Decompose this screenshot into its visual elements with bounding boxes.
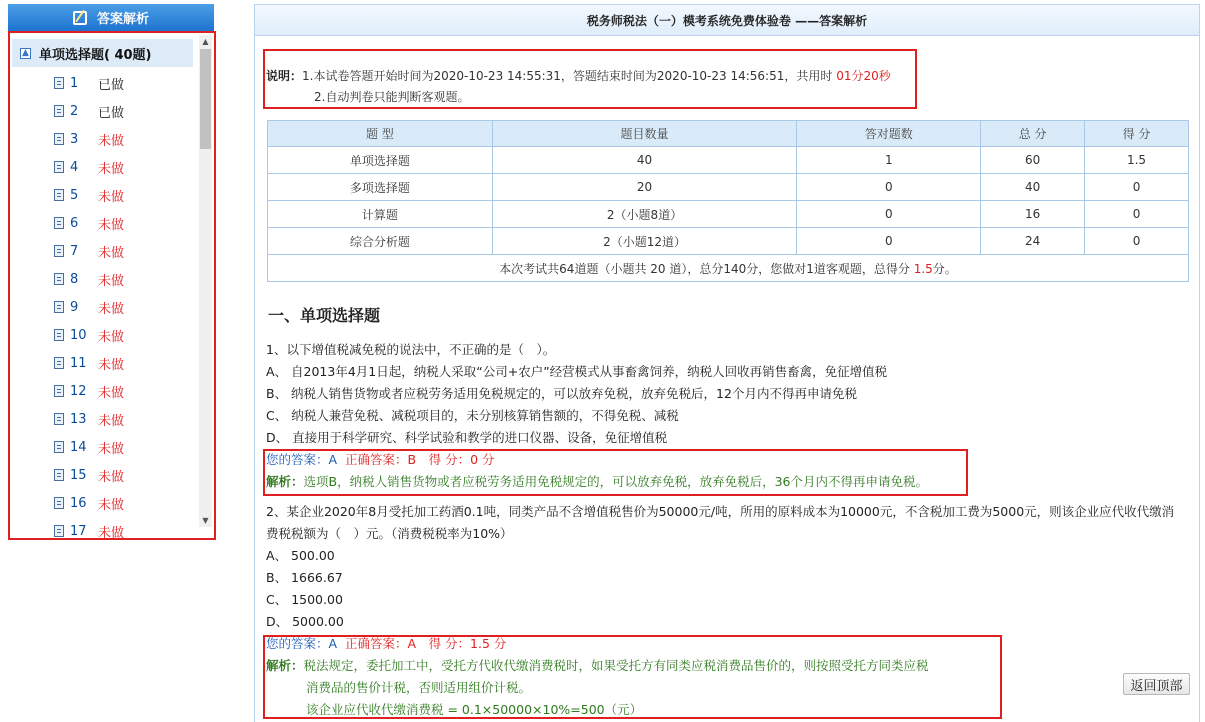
desc-line2: 2.自动判卷只能判断客观题。 xyxy=(314,90,470,104)
sidebar-item-4[interactable] xyxy=(54,157,124,177)
document-icon xyxy=(54,189,64,201)
option-c: C、 1500.00 xyxy=(266,592,343,607)
desc-line1: 1.本试卷答题开始时间为2020-10-23 14:55:31，答题结束时间为2020-10-23 14:56:51，共用时 xyxy=(302,69,837,83)
sidebar-item-9[interactable] xyxy=(54,297,124,317)
question-number: 7 xyxy=(70,243,79,259)
sidebar-group-single-choice[interactable] xyxy=(12,39,193,67)
table-cell: 0 xyxy=(797,228,981,255)
table-cell: 40 xyxy=(492,147,797,174)
question-number: 17 xyxy=(70,523,87,539)
question-status: 未做 xyxy=(98,357,125,373)
option-a: A、 500.00 xyxy=(266,548,335,563)
document-icon xyxy=(54,217,64,229)
document-icon xyxy=(54,161,64,173)
back-to-top-button[interactable]: 返回顶部 xyxy=(1123,673,1190,695)
question-number: 5 xyxy=(70,187,79,203)
question-number: 10 xyxy=(70,327,87,343)
table-row xyxy=(268,174,1189,201)
table-cell: 单项选择题 xyxy=(268,147,493,174)
document-icon xyxy=(54,441,64,453)
question-status: 未做 xyxy=(98,469,125,485)
col-correct: 答对题数 xyxy=(797,121,981,147)
answer-analysis-panel xyxy=(254,4,1200,722)
document-icon xyxy=(54,525,64,537)
table-cell: 1 xyxy=(797,147,981,174)
table-cell: 1.5 xyxy=(1085,147,1189,174)
document-icon xyxy=(54,357,64,369)
sidebar-item-15[interactable] xyxy=(54,465,124,485)
sidebar-item-13[interactable] xyxy=(54,409,124,429)
question-status: 未做 xyxy=(98,273,125,289)
sidebar-item-12[interactable] xyxy=(54,381,124,401)
question-number: 9 xyxy=(70,299,79,315)
scroll-up-icon[interactable]: ▲ xyxy=(202,37,209,46)
sidebar-item-2[interactable] xyxy=(54,101,124,121)
table-cell: 20 xyxy=(492,174,797,201)
document-icon xyxy=(54,301,64,313)
analysis-label: 解析： xyxy=(266,474,304,489)
question-number: 6 xyxy=(70,215,79,231)
question-stem: 1、以下增值税减免税的说法中，不正确的是（ ）。 xyxy=(266,342,556,357)
option-d: D、 直接用于科学研究、科学试验和教学的进口仪器、设备，免征增值税 xyxy=(266,430,668,445)
sidebar-item-8[interactable] xyxy=(54,269,124,289)
question-number: 14 xyxy=(70,439,87,455)
question-status: 未做 xyxy=(98,245,125,261)
question-number: 8 xyxy=(70,271,79,287)
question-number: 1 xyxy=(70,75,79,91)
question-status: 未做 xyxy=(98,497,125,513)
table-cell: 0 xyxy=(1085,201,1189,228)
question-status: 未做 xyxy=(98,161,125,177)
question-nav-panel xyxy=(8,31,216,540)
collapse-icon[interactable]: ▲ xyxy=(20,48,31,59)
question-number: 15 xyxy=(70,467,87,483)
section-title: 一、单项选择题 xyxy=(268,306,381,325)
sidebar-header xyxy=(8,4,214,31)
table-cell: 多项选择题 xyxy=(268,174,493,201)
document-icon xyxy=(54,385,64,397)
sidebar-item-10[interactable] xyxy=(54,325,124,345)
document-icon xyxy=(54,133,64,145)
duration: 01分20秒 xyxy=(836,69,891,83)
question-status: 未做 xyxy=(98,329,125,345)
analysis-text-3: 该企业应代收代缴消费税 = 0.1×50000×10%=500（元） xyxy=(306,702,643,717)
sidebar-title: 答案解析 xyxy=(96,12,149,27)
document-icon xyxy=(54,105,64,117)
table-cell: 计算题 xyxy=(268,201,493,228)
document-icon xyxy=(54,497,64,509)
col-score: 得 分 xyxy=(1085,121,1189,147)
question-number: 3 xyxy=(70,131,79,147)
question-stem: 2、某企业2020年8月受托加工药酒0.1吨，同类产品不含增值税售价为50000元/吨，所用的原料成本为10000元，不含税加工费为5000元，则该企业应代收代缴消 xyxy=(266,504,1175,519)
scroll-thumb[interactable] xyxy=(200,49,211,149)
desc-label: 说明： xyxy=(266,69,303,83)
correct-answer: 正确答案：A 得 分：1.5 分 xyxy=(345,636,507,651)
your-answer: 您的答案：A xyxy=(266,636,338,651)
question-status: 未做 xyxy=(98,413,125,429)
analysis-text: 选项B，纳税人销售货物或者应税劳务适用免税规定的，可以放弃免税，放弃免税后，36个月内不得再申请免税。 xyxy=(303,474,928,489)
question-number: 16 xyxy=(70,495,87,511)
table-row xyxy=(268,201,1189,228)
table-cell: 0 xyxy=(797,201,981,228)
table-row xyxy=(268,147,1189,174)
question-status: 未做 xyxy=(98,441,125,457)
question-status: 未做 xyxy=(98,217,125,233)
table-row xyxy=(268,228,1189,255)
analysis-text: 税法规定，委托加工中，受托方代收代缴消费税时，如果受托方有同类应税消费品售价的，则按照受托方同类应税 xyxy=(303,658,929,673)
analysis-label: 解析： xyxy=(266,658,304,673)
correct-answer: 正确答案：B 得 分：0 分 xyxy=(345,452,495,467)
option-a: A、 自2013年4月1日起，纳税人采取“公司+农户”经营模式从事畜禽饲养，纳税人回收再销售畜禽，免征增值税 xyxy=(266,364,888,379)
sidebar-item-6[interactable] xyxy=(54,213,124,233)
score-table xyxy=(267,120,1189,282)
table-cell: 2（小题8道） xyxy=(492,201,797,228)
sidebar-item-3[interactable] xyxy=(54,129,124,149)
sidebar-item-17[interactable] xyxy=(54,521,124,540)
option-b: B、 纳税人销售货物或者应税劳务适用免税规定的，可以放弃免税，放弃免税后，12个月内不得再申请免税 xyxy=(266,386,857,401)
sidebar-item-14[interactable] xyxy=(54,437,124,457)
question-status: 未做 xyxy=(98,525,125,540)
document-icon xyxy=(54,273,64,285)
document-icon xyxy=(54,469,64,481)
sidebar-item-11[interactable] xyxy=(54,353,124,373)
table-cell: 综合分析题 xyxy=(268,228,493,255)
question-stem-cont: 费税税额为（ ）元。（消费税税率为10%） xyxy=(266,526,513,541)
col-count: 题目数量 xyxy=(492,121,797,147)
col-type: 题 型 xyxy=(268,121,493,147)
sidebar-scrollbar[interactable] xyxy=(199,35,212,527)
question-2 xyxy=(266,501,1191,633)
your-answer: 您的答案：A xyxy=(266,452,338,467)
question-number: 2 xyxy=(70,103,79,119)
analysis-text-2: 消费品的售价计税，否则适用组价计税。 xyxy=(306,680,532,695)
option-d: D、 5000.00 xyxy=(266,614,344,629)
option-c: C、 纳税人兼营免税、减税项目的，未分别核算销售额的，不得免税、减税 xyxy=(266,408,679,423)
exam-description xyxy=(266,66,891,108)
document-icon xyxy=(54,77,64,89)
table-cell: 0 xyxy=(1085,174,1189,201)
answer-1 xyxy=(266,449,928,493)
answer-2 xyxy=(266,633,929,721)
document-icon xyxy=(54,245,64,257)
table-cell: 2（小题12道） xyxy=(492,228,797,255)
question-status: 已做 xyxy=(98,77,125,93)
document-icon xyxy=(54,329,64,341)
question-status: 已做 xyxy=(98,105,125,121)
document-icon xyxy=(54,413,64,425)
sidebar-item-7[interactable] xyxy=(54,241,124,261)
question-status: 未做 xyxy=(98,385,125,401)
question-status: 未做 xyxy=(98,133,125,149)
scroll-down-icon[interactable]: ▼ xyxy=(202,516,209,525)
table-cell: 16 xyxy=(981,201,1085,228)
page-title: 税务师税法（一）模考系统免费体验卷 ——答案解析 xyxy=(255,5,1199,36)
question-number: 12 xyxy=(70,383,87,399)
group-label: 单项选择题( 40题) xyxy=(39,47,152,63)
question-status: 未做 xyxy=(98,301,125,317)
question-1 xyxy=(266,339,1191,449)
table-cell: 0 xyxy=(1085,228,1189,255)
question-number: 13 xyxy=(70,411,87,427)
question-number: 4 xyxy=(70,159,79,175)
table-cell: 24 xyxy=(981,228,1085,255)
table-cell: 0 xyxy=(797,174,981,201)
option-b: B、 1666.67 xyxy=(266,570,343,585)
sidebar-item-5[interactable] xyxy=(54,185,124,205)
sidebar-item-16[interactable] xyxy=(54,493,124,513)
table-cell: 60 xyxy=(981,147,1085,174)
score-summary: 本次考试共64道题（小题共 20 道），总分140分，您做对1道客观题，总得分 1.5分。 xyxy=(268,255,1189,282)
table-cell: 40 xyxy=(981,174,1085,201)
edit-icon xyxy=(73,11,87,25)
question-status: 未做 xyxy=(98,189,125,205)
sidebar-item-1[interactable] xyxy=(54,73,124,93)
col-total: 总 分 xyxy=(981,121,1085,147)
question-number: 11 xyxy=(70,355,87,371)
